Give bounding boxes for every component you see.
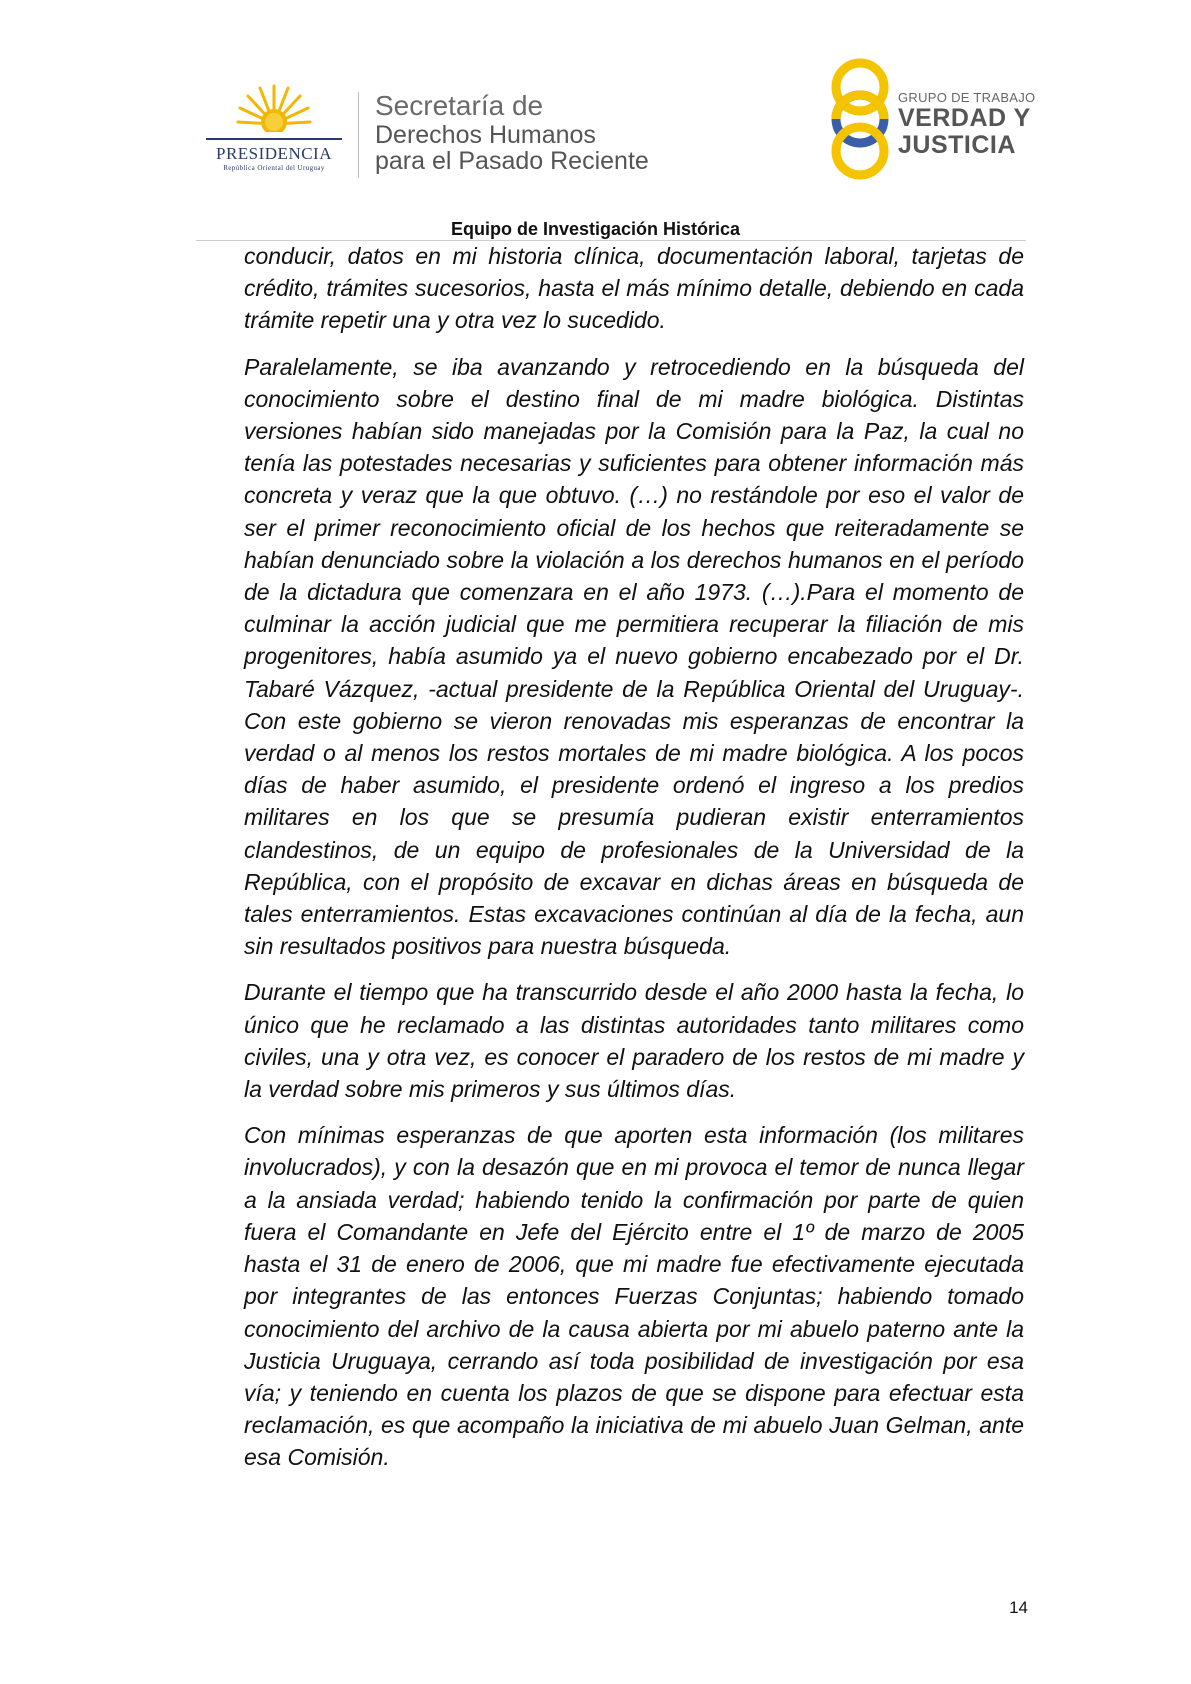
secretaria-line3: para el Pasado Reciente — [375, 147, 649, 175]
header-divider — [358, 92, 359, 178]
interlocked-rings-icon — [820, 57, 900, 181]
grupo-line3: JUSTICIA — [898, 131, 1016, 159]
secretaria-line2: Derechos Humanos — [375, 121, 596, 149]
paragraph-2: Paralelamente, se iba avanzando y retrocediendo en la búsqueda del conocimiento sobre el destino final de mi madre biológica. Distintas versiones habían sido manejadas por la Comisión para la Paz, la cual no tenía las potestades necesarias y suficientes para obtener información más concreta y veraz que la que obtuvo. (…) no restándole por eso el valor de ser el primer reconocimiento oficial de los hechos que reiteradamente se habían denunciado sobre la violación a los derechos humanos en el período de la dictadura que comenzara en el año 1973. (…).Para el momento de culminar la acción judicial que me permitiera recuperar la filiación de mis progenitores, había asumido ya el nuevo gobierno encabezado por el Dr. Tabaré Vázquez, -actual presidente de la República Oriental del Uruguay-. Con este gobierno se vieron renovadas mis esperanzas de encontrar la verdad o al menos los restos mortales de mi madre biológica. A los pocos días de haber asumido, el presidente ordenó el ingreso a los predios militares en los que se presumía pudieran existir enterramientos clandestinos, de un equipo de profesionales de la Universidad de la República, con el propósito de excavar en dichas áreas en búsqueda de tales enterramientos. Estas excavaciones continúan al día de la fecha, aun sin resultados positivos para nuestra búsqueda. — [244, 353, 1024, 960]
presidencia-name: PRESIDENCIA — [215, 144, 332, 163]
verdad-justicia-logo — [820, 57, 900, 181]
secretaria-line1: Secretaría de — [375, 90, 544, 121]
presidencia-subtitle: República Oriental del Uruguay — [223, 164, 325, 172]
secretaria-title — [375, 90, 649, 174]
grupo-line1: GRUPO DE TRABAJO — [898, 90, 1036, 105]
paragraph-1: conducir, datos en mi historia clínica, documentación laboral, tarjetas de crédito, trámites sucesorios, hasta el más mínimo detalle, debiendo en cada trámite repetir una y otra vez lo sucedido. — [244, 243, 1024, 334]
sun-emblem-icon — [236, 82, 312, 138]
team-title: Equipo de Investigación Histórica — [450, 219, 741, 239]
presidencia-logo — [198, 82, 350, 182]
page-header — [0, 0, 1191, 240]
verdad-justicia-title — [898, 90, 1035, 159]
document-body — [244, 240, 1024, 1488]
paragraph-4: Con mínimas esperanzas de que aporten esta información (los militares involucrados), y con la desazón que en mi provoca el temor de nunca llegar a la ansiada verdad; habiendo tenido la confirmación por parte de quien fuera el Comandante en Jefe del Ejército entre el 1º de marzo de 2005 hasta el 31 de enero de 2006, que mi madre fue efectivamente ejecutada por integrantes de las entonces Fuerzas Conjuntas; habiendo tomado conocimiento del archivo de la causa abierta por mi abuelo paterno ante la Justicia Uruguaya, cerrando así toda posibilidad de investigación por esa vía; y teniendo en cuenta los plazos de que se dispone para efectuar esta reclamación, es que acompaño la iniciativa de mi abuelo Juan Gelman, ante esa Comisión. — [244, 1122, 1024, 1471]
page-number: 14 — [1009, 1598, 1028, 1617]
grupo-line2: VERDAD Y — [898, 104, 1031, 132]
paragraph-3: Durante el tiempo que ha transcurrido desde el año 2000 hasta la fecha, lo único que he reclamado a las distintas autoridades tanto militares como civiles, una y otra vez, es conocer el paradero de los restos de mi madre y la verdad sobre mis primeros y sus últimos días. — [244, 979, 1024, 1103]
presidencia-rule — [206, 138, 342, 140]
